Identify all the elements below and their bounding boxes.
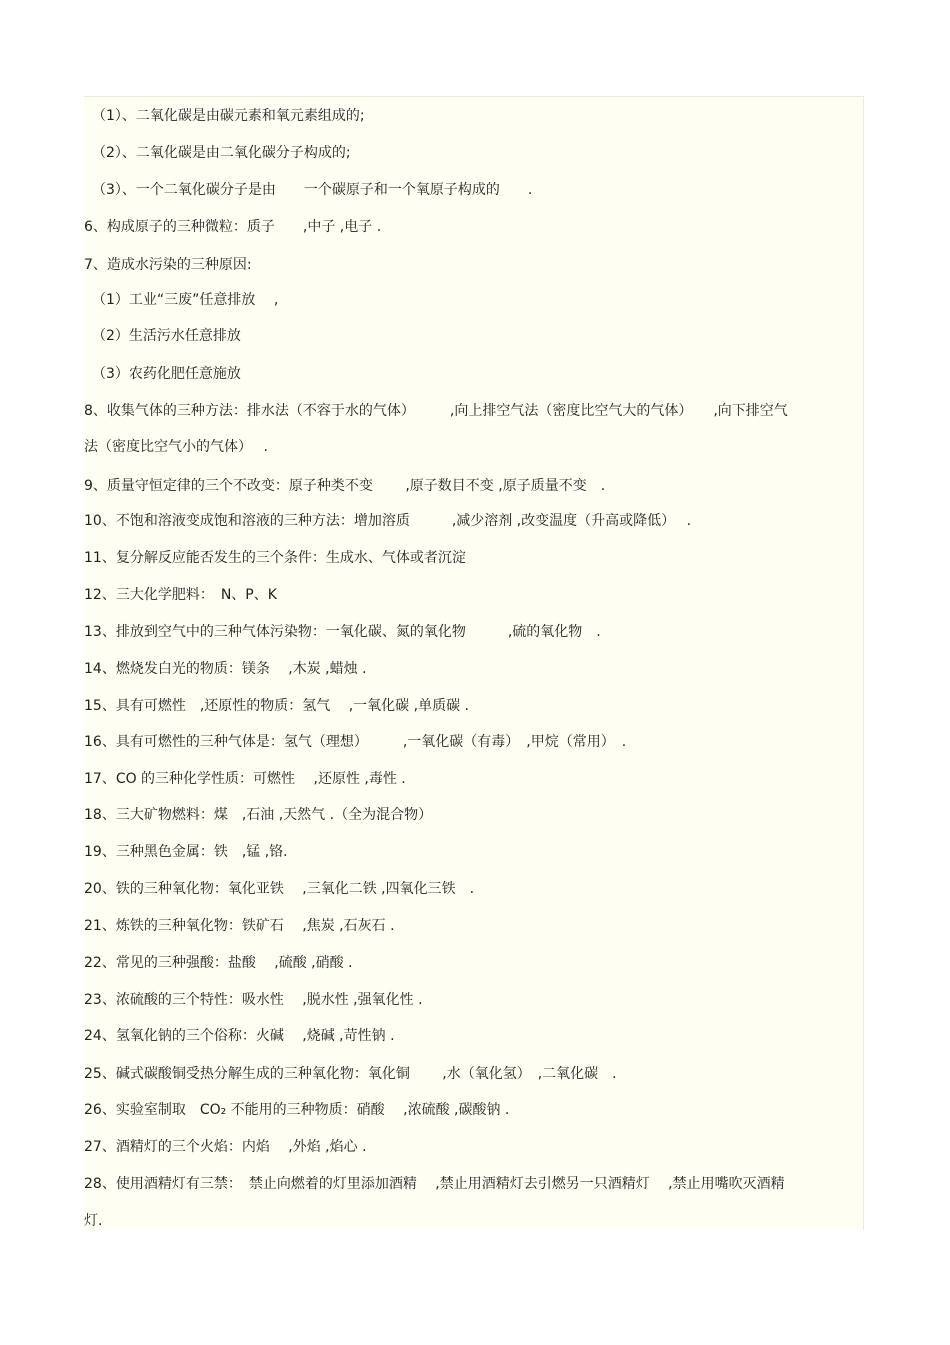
text-line: 9、质量守恒定律的三个不改变：原子种类不变 ,原子数目不变 ,原子质量不变 . [84,478,606,494]
text-line: 灯. [84,1213,103,1229]
text-line: 22、常见的三种强酸：盐酸 ,硫酸 ,硝酸 . [84,955,353,971]
text-line: 17、CO 的三种化学性质：可燃性 ,还原性 ,毒性 . [84,771,406,787]
text-line: （2）生活污水任意排放 [92,328,241,344]
text-line: 26、实验室制取 CO₂ 不能用的三种物质：硝酸 ,浓硫酸 ,碳酸钠 . [84,1102,510,1118]
text-line: 14、燃烧发白光的物质：镁条 ,木炭 ,蜡烛 . [84,661,367,677]
text-line: 6、构成原子的三种微粒：质子 ,中子 ,电子 . [84,219,382,235]
text-line: 15、具有可燃性 ,还原性的物质：氢气 ,一氧化碳 ,单质碳 . [84,698,469,714]
text-line: 7、造成水污染的三种原因: [84,257,252,273]
text-line: （1）、二氧化碳是由碳元素和氧元素组成的; [92,108,365,124]
text-line: 21、炼铁的三种氧化物：铁矿石 ,焦炭 ,石灰石 . [84,918,395,934]
text-line: （2）、二氧化碳是由二氧化碳分子构成的; [92,145,351,161]
text-line: 18、三大矿物燃料：煤 ,石油 ,天然气 .（全为混合物） [84,807,433,823]
text-line: 法（密度比空气小的气体） . [84,439,268,455]
text-line: 16、具有可燃性的三种气体是：氢气（理想） ,一氧化碳（有毒） ,甲烷（常用） . [84,734,627,750]
text-line: 27、酒精灯的三个火焰：内焰 ,外焰 ,焰心 . [84,1139,367,1155]
text-line: 13、排放到空气中的三种气体污染物：一氧化碳、氮的氧化物 ,硫的氧化物 . [84,624,601,640]
text-line: （1）工业“三废”任意排放 , [92,292,279,308]
text-line: 11、复分解反应能否发生的三个条件：生成水、气体或者沉淀 [84,550,466,566]
text-line: 12、三大化学肥料： N、P、K [84,587,277,603]
text-line: 19、三种黑色金属：铁 ,锰 ,铬. [84,844,288,860]
text-line: 23、浓硫酸的三个特性：吸水性 ,脱水性 ,强氧化性 . [84,992,423,1008]
text-line: 28、使用酒精灯有三禁： 禁止向燃着的灯里添加酒精 ,禁止用酒精灯去引燃另一只酒精灯 ,禁止用嘴吹灭酒精 [84,1176,785,1192]
text-line: 20、铁的三种氧化物：氧化亚铁 ,三氧化二铁 ,四氧化三铁 . [84,881,475,897]
text-line: 25、碱式碳酸铜受热分解生成的三种氧化物：氧化铜 ,水（氧化氢） ,二氧化碳 . [84,1066,617,1082]
text-line: 8、收集气体的三种方法：排水法（不容于水的气体） ,向上排空气法（密度比空气大的气体） ,向下排空气 [84,403,788,419]
text-line: 10、不饱和溶液变成饱和溶液的三种方法：增加溶质 ,减少溶剂 ,改变温度（升高或降低） . [84,513,692,529]
text-line: 24、氢氧化钠的三个俗称：火碱 ,烧碱 ,苛性钠 . [84,1028,395,1044]
text-line: （3）、一个二氧化碳分子是由 一个碳原子和一个氧原子构成的 . [92,182,533,198]
text-line: （3）农药化肥任意施放 [92,366,241,382]
